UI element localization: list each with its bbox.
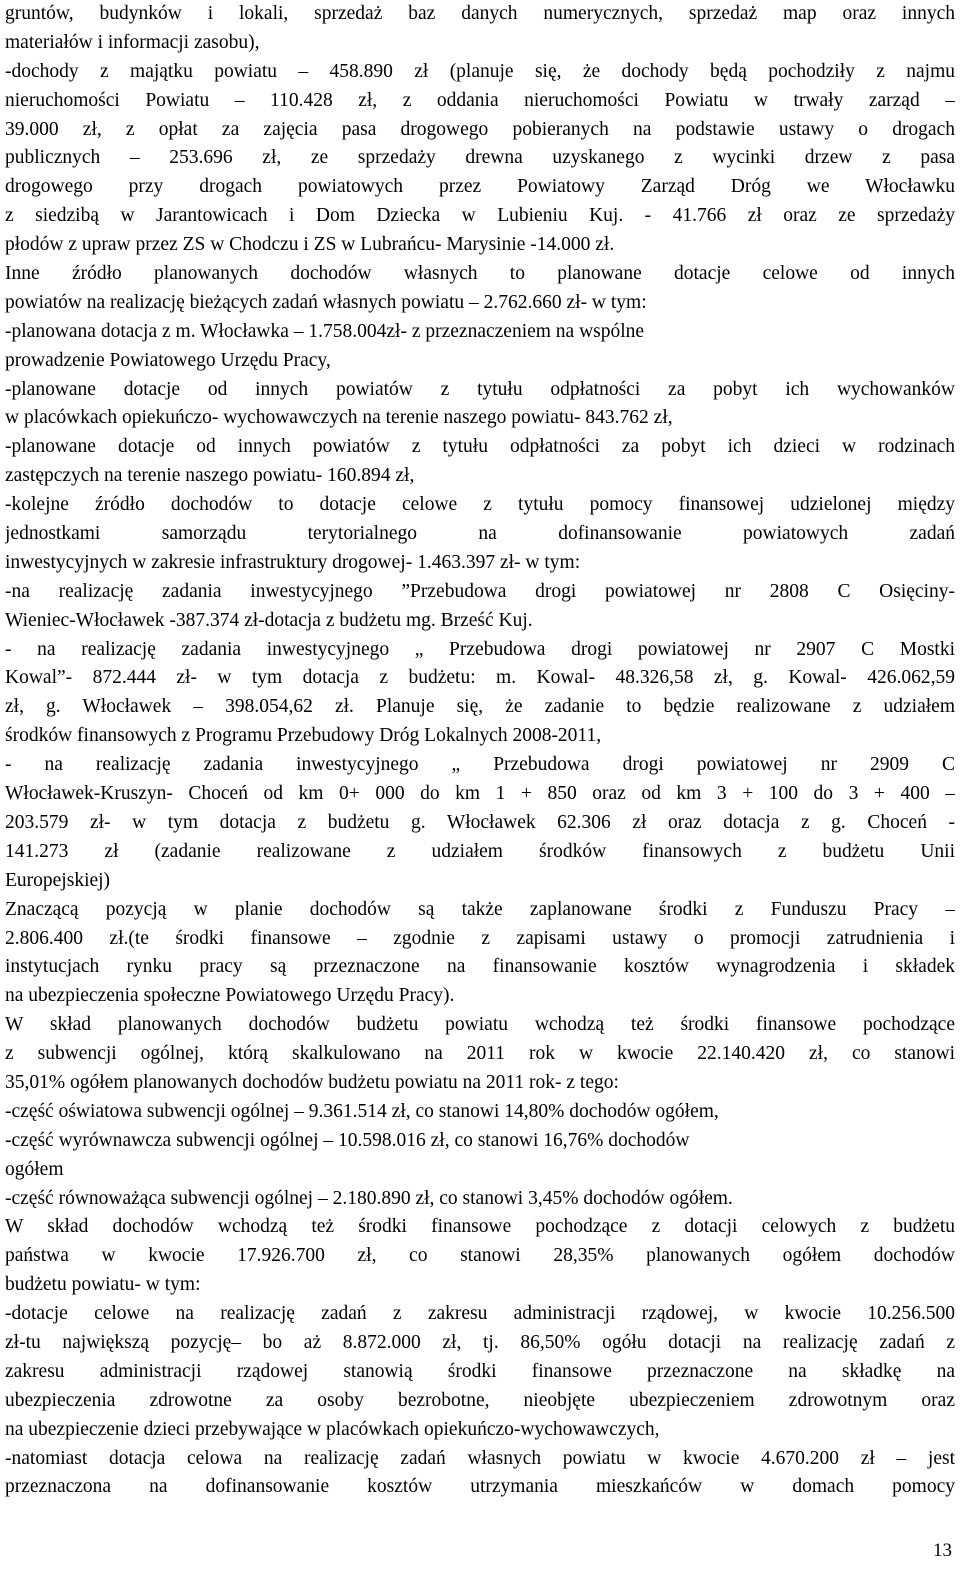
text-line: W skład planowanych dochodów budżetu powiatu wchodzą też środki finansowe pochodzące [5, 1014, 955, 1036]
text-line: -natomiast dotacja celowa na realizację zadań własnych powiatu w kwocie 4.670.200 zł – jest [5, 1447, 955, 1469]
text-line: 203.579 zł- w tym dotacja z budżetu g. Włocławek 62.306 zł oraz dotacja z g. Choceń - [5, 811, 955, 833]
text-line: inwestycyjnych w zakresie infrastruktury drogowej- 1.463.397 zł- w tym: [5, 551, 581, 573]
text-line: -na realizację zadania inwestycyjnego ”Przebudowa drogi powiatowej nr 2808 C Osięciny- [5, 580, 955, 602]
text-line: gruntów, budynków i lokali, sprzedaż baz danych numerycznych, sprzedaż map oraz innych [5, 3, 955, 24]
text-line: zakresu administracji rządowej stanowią środki finansowe przeznaczone na składkę na [5, 1360, 955, 1382]
text-line: -kolejne źródło dochodów to dotacje celowe z tytułu pomocy finansowej udzielonej między [5, 494, 955, 516]
text-line: z siedzibą w Jarantowicach i Dom Dziecka w Lubieniu Kuj. - 41.766 zł oraz ze sprzedaży [5, 205, 955, 227]
text-line: Włocławek-Kruszyn- Choceń od km 0+ 000 do km 1 + 850 oraz od km 3 + 100 do 3 + 400 – [5, 783, 955, 805]
text-line: ogółem [5, 1158, 64, 1180]
text-line: zastępczych na terenie naszego powiatu- 160.894 zł, [5, 465, 415, 487]
text-line: jednostkami samorządu terytorialnego na dofinansowanie powiatowych zadań [5, 523, 955, 545]
text-line: W skład dochodów wchodzą też środki finansowe pochodzące z dotacji celowych z budżetu [5, 1216, 955, 1238]
text-line: prowadzenie Powiatowego Urzędu Pracy, [5, 349, 331, 371]
text-line: ubezpieczenia zdrowotne za osoby bezrobotne, nieobjęte ubezpieczeniem zdrowotnym oraz [5, 1389, 955, 1411]
text-line: zł-tu największą pozycję– bo aż 8.872.000 zł, tj. 86,50% ogółu dotacji na realizację zadań z [5, 1331, 955, 1353]
text-line: z subwencji ogólnej, którą skalkulowano na 2011 rok w kwocie 22.140.420 zł, co stanowi [5, 1043, 955, 1065]
text-line: Inne źródło planowanych dochodów własnych to planowane dotacje celowe od innych [5, 263, 955, 285]
text-line: 39.000 zł, z opłat za zajęcia pasa drogowego pobieranych na podstawie ustawy o drogach [5, 118, 955, 140]
text-line: płodów z upraw przez ZS w Chodczu i ZS w Lubrańcu- Marysinie -14.000 zł. [5, 234, 615, 256]
text-line: Kowal”- 872.444 zł- w tym dotacja z budżetu: m. Kowal- 48.326,58 zł, g. Kowal- 426.062,59 [5, 667, 955, 689]
text-line: budżetu powiatu- w tym: [5, 1274, 201, 1296]
text-line: środków finansowych z Programu Przebudowy Dróg Lokalnych 2008-2011, [5, 725, 602, 747]
text-line: Znaczącą pozycją w planie dochodów są także zaplanowane środki z Funduszu Pracy – [5, 898, 955, 920]
text-line: w placówkach opiekuńczo- wychowawczych na terenie naszego powiatu- 843.762 zł, [5, 407, 673, 429]
text-line: -część równoważąca subwencji ogólnej – 2.180.890 zł, co stanowi 3,45% dochodów ogółem. [5, 1187, 733, 1209]
text-line: -część wyrównawcza subwencji ogólnej – 10.598.016 zł, co stanowi 16,76% dochodów [5, 1129, 690, 1151]
text-line: - na realizację zadania inwestycyjnego „ Przebudowa drogi powiatowej nr 2909 C [5, 754, 955, 776]
text-line: drogowego przy drogach powiatowych przez Powiatowy Zarząd Dróg we Włocławku [5, 176, 955, 198]
text-line: 141.273 zł (zadanie realizowane z udziałem środków finansowych z budżetu Unii [5, 840, 955, 862]
text-line: powiatów na realizację bieżących zadań własnych powiatu – 2.762.660 zł- w tym: [5, 291, 647, 313]
text-line: na ubezpieczenia społeczne Powiatowego Urzędu Pracy). [5, 985, 455, 1007]
text-line: publicznych – 253.696 zł, ze sprzedaży drewna uzyskanego z wycinki drzew z pasa [5, 147, 955, 169]
text-line: - na realizację zadania inwestycyjnego „ Przebudowa drogi powiatowej nr 2907 C Mostki [5, 638, 955, 660]
text-line: -planowane dotacje od innych powiatów z tytułu odpłatności za pobyt ich wychowanków [5, 378, 955, 400]
text-line: Wieniec-Włocławek -387.374 zł-dotacja z budżetu mg. Brześć Kuj. [5, 609, 533, 631]
text-line: przeznaczona na dofinansowanie kosztów utrzymania mieszkańców w domach pomocy [5, 1476, 955, 1498]
text-line: Europejskiej) [5, 869, 111, 891]
text-line: na ubezpieczenie dzieci przebywające w placówkach opiekuńczo-wychowawczych, [5, 1418, 660, 1440]
text-line: -dotacje celowe na realizację zadań z zakresu administracji rządowej, w kwocie 10.256.500 [5, 1303, 955, 1325]
text-line: nieruchomości Powiatu – 110.428 zł, z oddania nieruchomości Powiatu w trwały zarząd – [5, 89, 955, 111]
text-line: zł, g. Włocławek – 398.054,62 zł. Planuje się, że zadanie to będzie realizowane z udziałem [5, 696, 955, 718]
document-body [5, 0, 955, 1502]
text-line: materiałów i informacji zasobu), [5, 31, 260, 53]
text-line: instytucjach rynku pracy są przeznaczone na finansowanie kosztów wynagrodzenia i składek [5, 956, 955, 978]
text-line: 35,01% ogółem planowanych dochodów budżetu powiatu na 2011 rok- z tego: [5, 1071, 619, 1093]
text-line: -dochody z majątku powiatu – 458.890 zł (planuje się, że dochody będą pochodziły z najmu [5, 60, 955, 82]
text-line: -część oświatowa subwencji ogólnej – 9.361.514 zł, co stanowi 14,80% dochodów ogółem, [5, 1100, 719, 1122]
text-line: 2.806.400 zł.(te środki finansowe – zgodnie z zapisami ustawy o promocji zatrudnienia i [5, 927, 955, 949]
text-line: państwa w kwocie 17.926.700 zł, co stanowi 28,35% planowanych ogółem dochodów [5, 1245, 955, 1267]
text-line: -planowana dotacja z m. Włocławka – 1.758.004zł- z przeznaczeniem na wspólne [5, 320, 645, 342]
page-number: 13 [933, 1540, 952, 1561]
text-line: -planowane dotacje od innych powiatów z tytułu odpłatności za pobyt ich dzieci w rodzinach [5, 436, 955, 458]
